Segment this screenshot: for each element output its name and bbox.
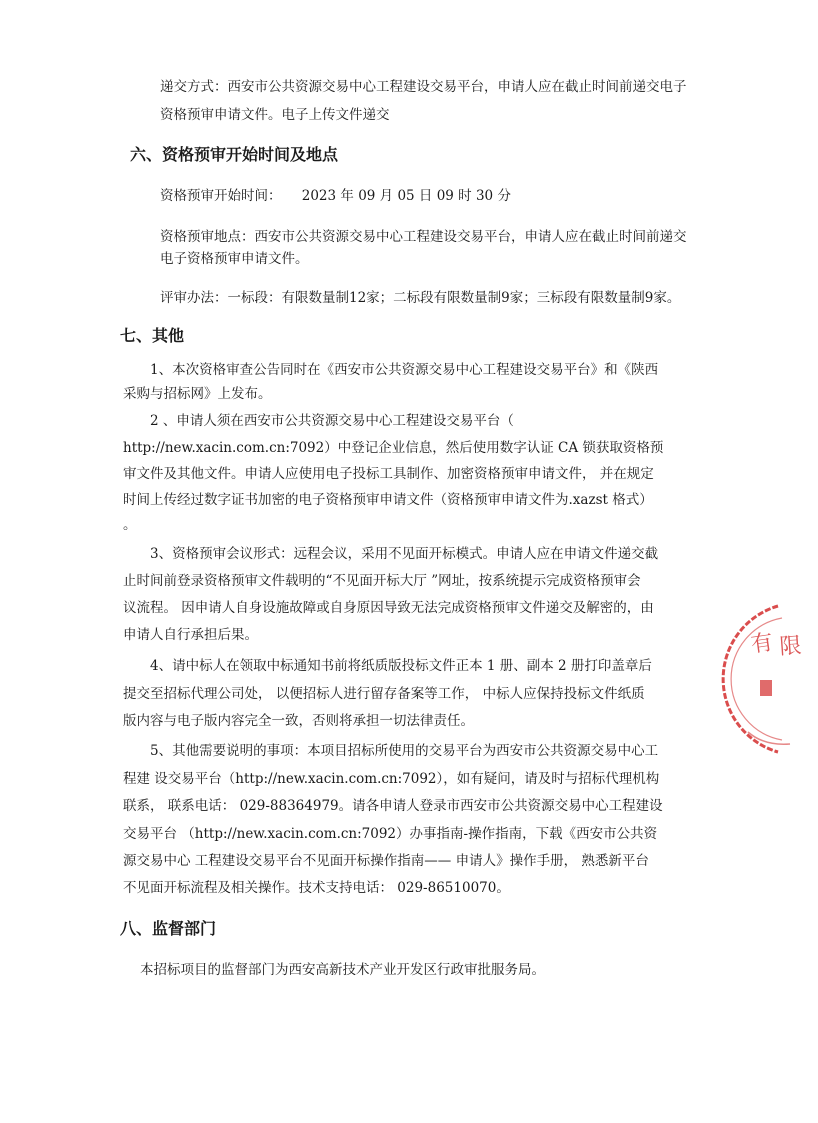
item5-line: 5、其他需要说明的事项：本项目招标所使用的交易平台为西安市公共资源交易中心工 xyxy=(150,743,659,759)
item2-line: http://new.xacin.com.cn:7092）中登记企业信息，然后使用数字认证 CA 锁获取资格预 xyxy=(123,440,664,456)
review-method: 评审办法：一标段：有限数量制12家；二标段有限数量制9家；三标段有限数量制9家。 xyxy=(160,290,681,306)
item5-line: 交易平台 （http://new.xacin.com.cn:7092）办事指南-操作指南，下载《西安市公共资 xyxy=(123,826,658,842)
item4-line: 版内容与电子版内容完全一致，否则将承担一切法律责任。 xyxy=(123,713,474,729)
supervision-text: 本招标项目的监督部门为西安高新技术产业开发区行政审批服务局。 xyxy=(140,962,545,978)
item3-line: 申请人自行承担后果。 xyxy=(123,627,258,643)
item2-line: 。 xyxy=(123,517,137,533)
item1-line: 1、本次资格审查公告同时在《西安市公共资源交易中心工程建设交易平台》和《陕西 xyxy=(150,362,659,378)
item3-line: 止时间前登录资格预审文件载明的“不见面开标大厅 ”网址，按系统提示完成资格预审会 xyxy=(123,573,641,589)
item4-line: 4、请中标人在领取中标通知书前将纸质版投标文件正本 1 册、副本 2 册打印盖章后 xyxy=(150,658,652,674)
svg-text:有: 有 xyxy=(749,630,775,658)
section-8-heading: 八、监督部门 xyxy=(120,919,217,938)
submission-line-2: 资格预审申请文件。电子上传文件递交 xyxy=(160,107,390,123)
item5-line: 联系， 联系电话： 029-88364979。请各申请人登录市西安市公共资源交易中心工程建设 xyxy=(123,798,663,814)
section-7-heading: 七、其他 xyxy=(120,326,185,345)
item5-line: 程建 设交易平台（http://new.xacin.com.cn:7092），如有疑问，请及时与招标代理机构 xyxy=(123,771,660,787)
item1-line: 采购与招标网》上发布。 xyxy=(123,386,272,402)
item3-line: 议流程。 因申请人自身设施故障或自身原因导致无法完成资格预审文件递交及解密的，由 xyxy=(123,600,654,616)
item4-line: 提交至招标代理公司处， 以便招标人进行留存备案等工作， 中标人应保持投标文件纸质 xyxy=(123,686,645,702)
prequal-place-line-1: 资格预审地点：西安市公共资源交易中心工程建设交易平台，申请人应在截止时间前递交 xyxy=(160,229,687,245)
item2-line: 2 、申请人须在西安市公共资源交易中心工程建设交易平台（ xyxy=(150,413,514,429)
prequal-place-line-2: 电子资格预审申请文件。 xyxy=(160,251,309,267)
submission-line-1: 递交方式：西安市公共资源交易中心工程建设交易平台，申请人应在截止时间前递交电子 xyxy=(160,79,687,95)
item3-line: 3、资格预审会议形式：远程会议，采用不见面开标模式。申请人应在申请文件递交截 xyxy=(150,546,659,562)
section-6-heading: 六、资格预审开始时间及地点 xyxy=(130,145,339,164)
item5-line: 源交易中心 工程建设交易平台不见面开标操作指南—— 申请人》操作手册， 熟悉新平台 xyxy=(123,853,649,869)
svg-text:限: 限 xyxy=(778,633,803,660)
official-seal-stamp xyxy=(738,600,818,760)
item5-line: 不见面开标流程及相关操作。技术支持电话： 029-86510070。 xyxy=(123,880,510,896)
prequal-start-time: 资格预审开始时间： 2023 年 09 月 05 日 09 时 30 分 xyxy=(160,188,511,204)
item2-line: 时间上传经过数字证书加密的电子资格预审申请文件（资格预审申请文件为.xazst 格式） xyxy=(123,492,653,508)
item2-line: 审文件及其他文件。申请人应使用电子投标工具制作、加密资格预审申请文件， 并在规定 xyxy=(123,466,654,482)
